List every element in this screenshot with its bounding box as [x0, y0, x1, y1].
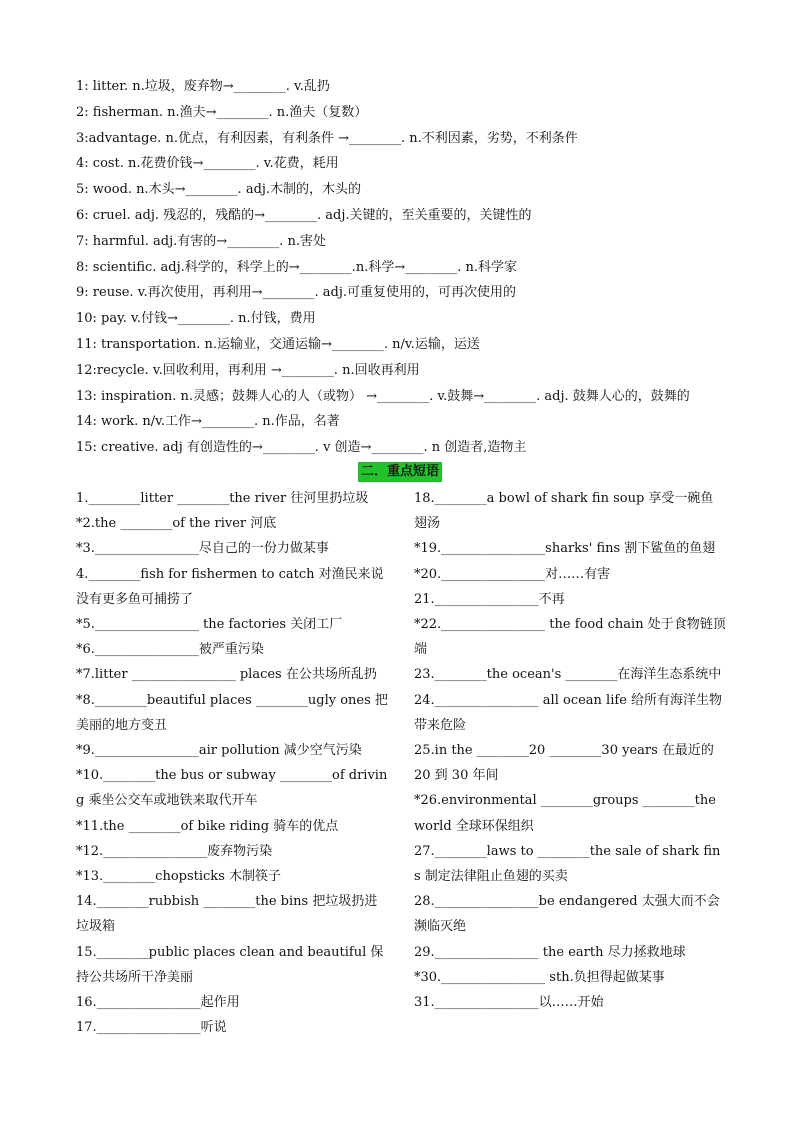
phrases-right-column [414, 486, 726, 1015]
word-form-line: 15: creative. adj 有创造性的→________. v 创造→________. n 创造者,造物主 [76, 440, 527, 456]
phrase-item: *9.________________air pollution 减少空气污染 [76, 743, 362, 759]
phrase-item: 17.________________听说 [76, 1020, 227, 1036]
phrase-item: *26.environmental ________groups ________the world 全球环保组织 [414, 793, 716, 834]
word-form-line: 3:advantage. n.优点，有利因素，有利条件 →________. n.不利因素，劣势，不利条件 [76, 130, 578, 146]
word-form-line: 13: inspiration. n.灵感；鼓舞人心的人（或物） →________. v.鼓舞→________. adj. 鼓舞人心的，鼓舞的 [76, 388, 690, 404]
word-form-line: 9: reuse. v.再次使用，再利用→________. adj.可重复使用的，可再次使用的 [76, 285, 517, 301]
word-form-line: 2: fisherman. n.渔夫→________. n.渔夫（复数） [76, 104, 368, 120]
phrase-item: 29.________________ the earth 尽力拯救地球 [414, 944, 686, 960]
phrase-item: 14.________rubbish ________the bins 把垃圾扔进垃圾箱 [76, 894, 378, 935]
phrase-item: 31.________________以……开始 [414, 995, 604, 1011]
phrase-item: *7.litter ________________ places 在公共场所乱扔 [76, 667, 377, 683]
phrase-item: *20.________________对……有害 [414, 566, 611, 582]
phrase-item: *2.the ________of the river 河底 [76, 516, 277, 532]
phrase-item: *5.________________ the factories 关闭工厂 [76, 617, 343, 633]
phrase-item: 18.________a bowl of shark fin soup 享受一碗鱼翅汤 [414, 491, 714, 532]
word-form-line: 6: cruel. adj. 残忍的，残酷的→________. adj.关键的，至关重要的，关键性的 [76, 207, 532, 223]
phrase-item: *13.________chopsticks 木制筷子 [76, 869, 281, 885]
word-form-line: 8: scientific. adj.科学的，科学上的→________.n.科学→________. n.科学家 [76, 259, 517, 275]
phrase-item: *19.________________sharks' fins 割下鲨鱼的鱼翅 [414, 541, 716, 557]
phrase-item: 21.________________不再 [414, 591, 565, 607]
word-form-line: 14: work. n/v.工作→________. n.作品，名著 [76, 414, 340, 430]
section-heading-wrap [0, 462, 800, 482]
word-form-line: 10: pay. v.付钱→________. n.付钱，费用 [76, 311, 316, 327]
phrase-item: *10.________the bus or subway ________of driving 乘坐公交车或地铁来取代开车 [76, 768, 388, 809]
phrases-left-column [76, 486, 388, 1040]
phrase-item: *3.________________尽自己的一份力做某事 [76, 541, 329, 557]
phrase-item: 15.________public places clean and beautiful 保持公共场所干净美丽 [76, 944, 384, 985]
section-heading: 二．重点短语 [358, 462, 442, 482]
phrase-item: *6.________________被严重污染 [76, 642, 264, 658]
word-form-line: 7: harmful. adj.有害的→________. n.害处 [76, 233, 326, 249]
word-form-line: 1: litter. n.垃圾，废弃物→________. v.乱扔 [76, 79, 330, 94]
phrase-item: 23.________the ocean's ________在海洋生态系统中 [414, 667, 722, 683]
phrase-item: *8.________beautiful places ________ugly ones 把美丽的地方变丑 [76, 692, 388, 733]
phrase-item: *12.________________废弃物污染 [76, 843, 273, 859]
phrase-item: 24.________________ all ocean life 给所有海洋生物带来危险 [414, 692, 723, 733]
word-form-line: 11: transportation. n.运输业，交通运输→________. n/v.运输，运送 [76, 336, 480, 352]
word-form-line: 4: cost. n.花费价钱→________. v.花费，耗用 [76, 156, 339, 172]
phrase-item: *22.________________ the food chain 处于食物链顶端 [414, 617, 726, 658]
phrase-item: 1.________litter ________the river 往河里扔垃圾 [76, 491, 369, 506]
word-form-line: 12:recycle. v.回收利用，再利用 →________. n.回收再利用 [76, 362, 420, 378]
word-forms-list [76, 74, 756, 461]
phrase-item: 27.________laws to ________the sale of shark fins 制定法律阻止鱼翅的买卖 [414, 843, 721, 885]
phrase-item: 25.in the ________20 ________30 years 在最近的 20 到 30 年间 [414, 743, 714, 784]
phrase-item: 4.________fish for fishermen to catch 对渔民来说没有更多鱼可捕捞了 [76, 566, 384, 607]
word-form-line: 5: wood. n.木头→________. adj.木制的，木头的 [76, 182, 362, 198]
phrase-item: 28.________________be endangered 太强大而不会濒临灭绝 [414, 894, 720, 935]
phrase-item: *30.________________ sth.负担得起做某事 [414, 969, 665, 985]
phrase-item: 16.________________起作用 [76, 995, 240, 1011]
phrase-item: *11.the ________of bike riding 骑车的优点 [76, 818, 339, 834]
